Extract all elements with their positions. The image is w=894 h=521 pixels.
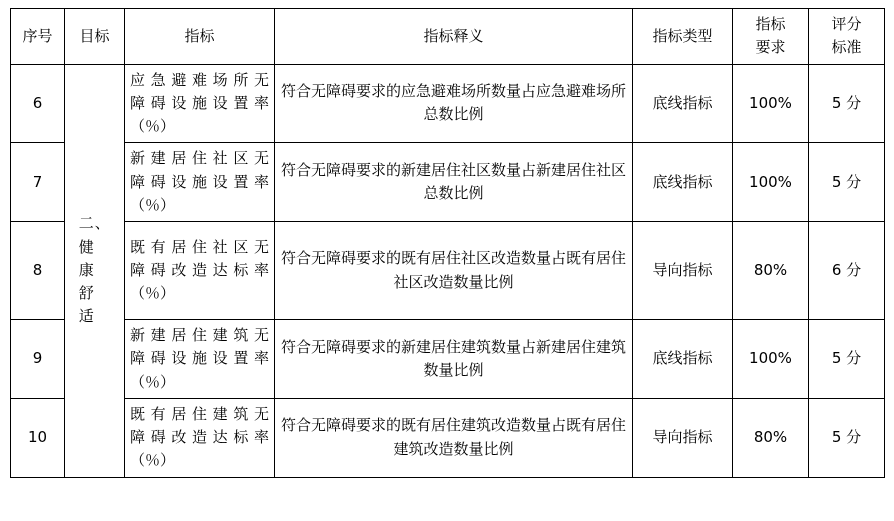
cell-seq: 7 bbox=[11, 143, 65, 222]
indicator-line-2: 障碍改造达标率 bbox=[130, 260, 269, 279]
cell-indicator bbox=[125, 222, 275, 320]
indicator-line-1: 既有居住建筑无 bbox=[130, 404, 269, 423]
cell-seq: 6 bbox=[11, 64, 65, 143]
indicator-line-3: （％） bbox=[130, 195, 176, 214]
cell-type: 导向指标 bbox=[633, 222, 733, 320]
header-requirement bbox=[733, 9, 809, 65]
cell-seq: 9 bbox=[11, 320, 65, 399]
header-indicator: 指标 bbox=[125, 9, 275, 65]
cell-seq: 10 bbox=[11, 398, 65, 477]
table-row bbox=[11, 222, 885, 320]
cell-requirement: 100% bbox=[733, 320, 809, 399]
cell-score: 5 分 bbox=[809, 398, 885, 477]
cell-definition: 符合无障碍要求的新建居住建筑数量占新建居住建筑数量比例 bbox=[275, 320, 633, 399]
indicator-line-2: 障碍设施设置率 bbox=[130, 93, 269, 112]
cell-type: 底线指标 bbox=[633, 143, 733, 222]
indicator-line-3: （％） bbox=[130, 284, 176, 303]
goal-line-3: 舒适 bbox=[78, 284, 95, 326]
header-seq: 序号 bbox=[11, 9, 65, 65]
cell-score: 5 分 bbox=[809, 143, 885, 222]
indicator-line-3: （％） bbox=[130, 117, 176, 135]
header-score-line2: 标准 bbox=[831, 38, 862, 57]
table-body bbox=[11, 64, 885, 477]
cell-goal-group bbox=[65, 64, 125, 477]
table-row bbox=[11, 143, 885, 222]
indicator-line-2: 障碍设施设置率 bbox=[130, 172, 269, 191]
indicator-line-3: （％） bbox=[130, 451, 176, 470]
cell-indicator bbox=[125, 64, 275, 143]
indicator-line-2: 障碍设施设置率 bbox=[130, 349, 269, 368]
cell-indicator bbox=[125, 320, 275, 399]
header-type: 指标类型 bbox=[633, 9, 733, 65]
cell-requirement: 80% bbox=[733, 398, 809, 477]
cell-definition: 符合无障碍要求的新建居住社区数量占新建居住社区总数比例 bbox=[275, 143, 633, 222]
cell-score: 6 分 bbox=[809, 222, 885, 320]
cell-score: 5 分 bbox=[809, 64, 885, 143]
table-row bbox=[11, 320, 885, 399]
indicator-line-1: 既有居住社区无 bbox=[130, 237, 269, 256]
indicator-line-1: 新建居住社区无 bbox=[130, 149, 269, 168]
indicator-line-1: 应急避难场所无 bbox=[130, 70, 269, 89]
indicator-table bbox=[10, 8, 885, 478]
cell-indicator bbox=[125, 143, 275, 222]
cell-score: 5 分 bbox=[809, 320, 885, 399]
header-score-line1: 评分 bbox=[831, 15, 862, 33]
indicator-line-1: 新建居住建筑无 bbox=[130, 326, 269, 344]
cell-indicator bbox=[125, 398, 275, 477]
cell-requirement: 100% bbox=[733, 64, 809, 143]
cell-definition: 符合无障碍要求的应急避难场所数量占应急避难场所总数比例 bbox=[275, 64, 633, 143]
cell-type: 底线指标 bbox=[633, 64, 733, 143]
cell-requirement: 80% bbox=[733, 222, 809, 320]
indicator-line-2: 障碍改造达标率 bbox=[130, 428, 269, 446]
header-requirement-line2: 要求 bbox=[755, 38, 786, 57]
goal-line-1: 二、 bbox=[78, 214, 111, 233]
cell-requirement: 100% bbox=[733, 143, 809, 222]
goal-line-2: 健康 bbox=[78, 237, 95, 279]
indicator-line-3: （％） bbox=[130, 372, 176, 391]
header-requirement-line1: 指标 bbox=[755, 15, 786, 33]
table-row bbox=[11, 398, 885, 477]
table-header bbox=[11, 9, 885, 65]
cell-type: 底线指标 bbox=[633, 320, 733, 399]
table-row bbox=[11, 64, 885, 143]
cell-definition: 符合无障碍要求的既有居住社区改造数量占既有居住社区改造数量比例 bbox=[275, 222, 633, 320]
cell-type: 导向指标 bbox=[633, 398, 733, 477]
header-definition: 指标释义 bbox=[275, 9, 633, 65]
header-row bbox=[11, 9, 885, 65]
header-score bbox=[809, 9, 885, 65]
cell-definition: 符合无障碍要求的既有居住建筑改造数量占既有居住建筑改造数量比例 bbox=[275, 398, 633, 477]
cell-seq: 8 bbox=[11, 222, 65, 320]
header-goal: 目标 bbox=[65, 9, 125, 65]
